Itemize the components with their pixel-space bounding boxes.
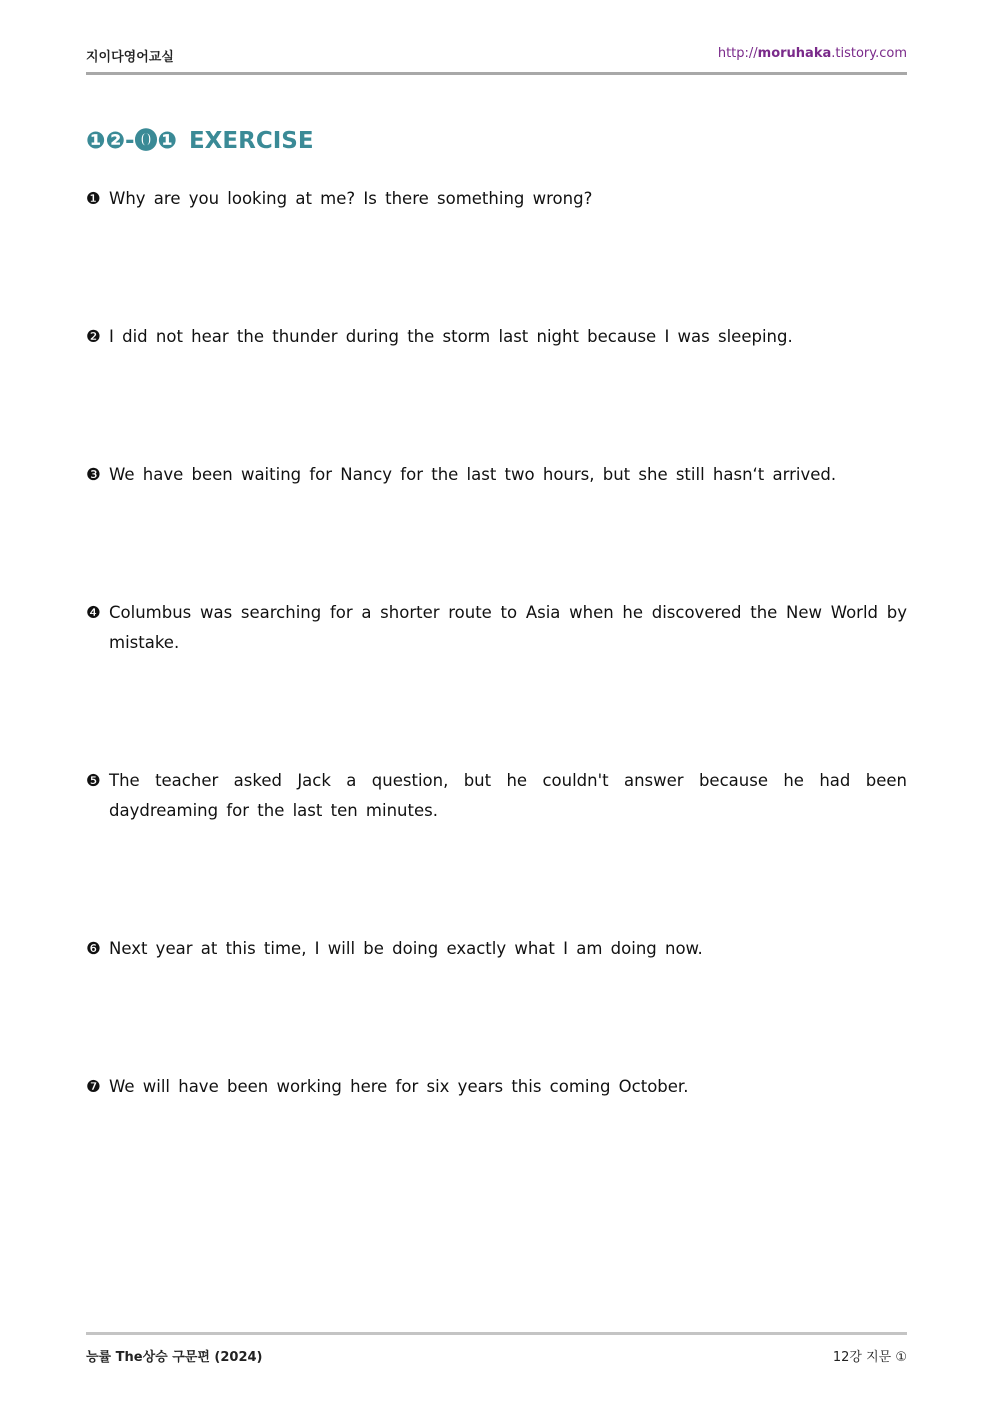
question-text: Columbus was searching for a shorter route to Asia when he discovered the New World by mistake.: [109, 603, 907, 652]
question-text: Next year at this time, I will be doing exactly what I am doing now.: [109, 939, 703, 958]
blog-url-link[interactable]: [718, 46, 907, 61]
brand-name: 지이다영어교실: [86, 50, 174, 65]
page-header: [86, 46, 907, 66]
question-marker: ❷: [86, 327, 101, 346]
url-bold: moruhaka: [757, 46, 832, 61]
footer-divider: [86, 1332, 907, 1335]
question-3: [86, 460, 907, 490]
question-text: We will have been working here for six years this coming October.: [109, 1077, 689, 1096]
url-prefix: http://: [717, 46, 758, 61]
question-marker: ❺: [86, 771, 101, 790]
question-5: [86, 766, 907, 826]
title-number: ❶❷-⓿❶: [86, 128, 177, 154]
page-footer: [86, 1346, 907, 1366]
question-text: The teacher asked Jack a question, but he couldn't answer because he had been daydreaming for the last ten minutes.: [109, 771, 907, 820]
question-text: Why are you looking at me? Is there something wrong?: [109, 189, 593, 208]
question-marker: ❸: [86, 465, 101, 484]
question-2: [86, 322, 907, 352]
url-suffix: .tistory.com: [831, 46, 907, 61]
page-title: [86, 122, 314, 155]
question-marker: ❶: [86, 189, 101, 208]
question-1: [86, 184, 907, 214]
page-number: 12강 지문 ①: [832, 1350, 907, 1365]
question-marker: ❻: [86, 939, 101, 958]
question-text: I did not hear the thunder during the storm last night because I was sleeping.: [109, 327, 793, 346]
question-6: [86, 934, 907, 964]
question-7: [86, 1072, 907, 1102]
question-4: [86, 598, 907, 658]
question-marker: ❼: [86, 1077, 101, 1096]
header-divider: [86, 72, 907, 75]
question-text: We have been waiting for Nancy for the last two hours, but she still hasn‘t arrived.: [109, 465, 837, 484]
book-title: 능률 The상승 구문편 (2024): [86, 1350, 263, 1365]
title-label: EXERCISE: [188, 128, 314, 154]
question-marker: ❹: [86, 603, 101, 622]
